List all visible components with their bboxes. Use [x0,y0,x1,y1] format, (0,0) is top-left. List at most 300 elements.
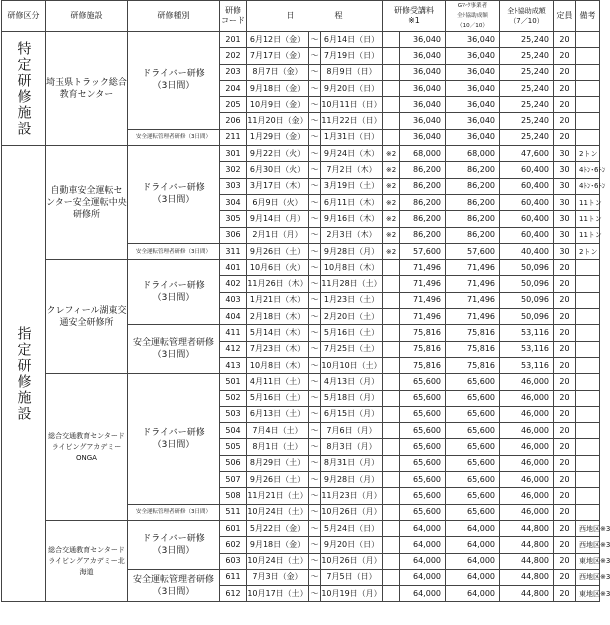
cell-mark [383,390,400,406]
cell-tilde: ～ [309,325,321,341]
header-course-type: 研修種別 [128,1,220,32]
cell-subsidy: 25,240 [500,97,554,113]
cell-code: 511 [220,504,247,520]
cell-tilde: ～ [309,423,321,439]
cell-code: 504 [220,423,247,439]
cell-end-date: 3月19日（土） [321,178,383,194]
cell-tilde: ～ [309,374,321,390]
cell-text: 安全運転管理者研修 [132,574,214,585]
cell-code: 402 [220,276,247,292]
cell-tilde: ～ [309,488,321,504]
cell-start-date: 8月29日（土） [247,455,309,471]
cell-gmark-subsidy: 64,000 [446,586,500,602]
cell-tilde: ～ [309,504,321,520]
cell-fee: 86,200 [400,211,446,227]
cell-fee: 65,600 [400,504,446,520]
cell-capacity: 20 [554,48,576,64]
cell-tilde: ～ [309,227,321,243]
cell-mark: ※2 [383,162,400,178]
cell-note: 2トン [576,243,600,259]
cell-capacity: 20 [554,341,576,357]
cell-start-date: 2月1日（月） [247,227,309,243]
cell-tilde: ～ [309,439,321,455]
cell-gmark-subsidy: 65,600 [446,455,500,471]
cell-gmark-subsidy: 36,040 [446,80,500,96]
cell-code: 602 [220,537,247,553]
cell-gmark-subsidy: 71,496 [446,276,500,292]
cell-start-date: 5月22日（金） [247,520,309,536]
cell-fee: 75,816 [400,325,446,341]
cell-end-date: 1月31日（日） [321,129,383,145]
cell-subsidy: 50,096 [500,260,554,276]
cell-tilde: ～ [309,357,321,373]
header-notes: 備考 [576,1,600,32]
cell-code: 404 [220,309,247,325]
cell-mark [383,64,400,80]
cell-gmark-subsidy: 86,200 [446,211,500,227]
cell-code: 306 [220,227,247,243]
cell-gmark-subsidy: 64,000 [446,553,500,569]
cell-mark [383,97,400,113]
cell-end-date: 10月10日（土） [321,357,383,373]
cell-text: クレフィール湖東交通安全研修所 [46,305,127,328]
cell-end-date: 7月25日（土） [321,341,383,357]
cell-mark [383,537,400,553]
cell-mark [383,80,400,96]
cell-subsidy: 53,116 [500,357,554,373]
course-driver [128,260,220,325]
cell-capacity: 30 [554,146,576,162]
cell-code: 403 [220,292,247,308]
header-schedule: 日 程 [247,1,383,32]
cell-fee: 36,040 [400,64,446,80]
cell-gmark-subsidy: 64,000 [446,569,500,585]
cell-subsidy: 50,096 [500,292,554,308]
cell-start-date: 7月4日（土） [247,423,309,439]
cell-mark [383,586,400,602]
cell-tilde: ～ [309,211,321,227]
cell-note [576,80,600,96]
course-driver [128,520,220,569]
cell-code: 305 [220,211,247,227]
cell-gmark-subsidy: 36,040 [446,129,500,145]
cell-end-date: 11月23日（月） [321,488,383,504]
cell-gmark-subsidy: 65,600 [446,439,500,455]
cell-fee: 65,600 [400,374,446,390]
cell-fee: 65,600 [400,406,446,422]
cell-mark [383,357,400,373]
cell-tilde: ～ [309,455,321,471]
cell-capacity: 20 [554,553,576,569]
cell-text: ドライバー研修 [142,533,205,544]
cell-subsidy: 46,000 [500,455,554,471]
cell-gmark-subsidy: 71,496 [446,292,500,308]
cell-note: 東地区※3 [576,553,600,569]
cell-fee: 71,496 [400,292,446,308]
cell-end-date: 7月5日（日） [321,569,383,585]
cell-end-date: 7月2日（木） [321,162,383,178]
cell-note [576,48,600,64]
cell-subsidy: 44,800 [500,537,554,553]
table-row [2,374,600,390]
cell-tilde: ～ [309,292,321,308]
cell-subsidy: 60,400 [500,211,554,227]
cell-mark [383,374,400,390]
cell-start-date: 6月30日（火） [247,162,309,178]
cell-code: 507 [220,472,247,488]
cell-tilde: ～ [309,178,321,194]
cell-start-date: 8月1日（土） [247,439,309,455]
cell-subsidy: 44,800 [500,586,554,602]
cell-text: （3日間） [152,195,195,206]
cell-fee: 36,040 [400,48,446,64]
cell-mark [383,113,400,129]
cell-note: 西地区※3 [576,537,600,553]
cell-end-date: 10月26日（月） [321,553,383,569]
facility-saitama [46,32,128,146]
cell-tilde: ～ [309,260,321,276]
cell-end-date: 10月19日（月） [321,586,383,602]
cell-subsidy: 44,800 [500,569,554,585]
cell-code: 211 [220,129,247,145]
cell-tilde: ～ [309,537,321,553]
cell-note [576,129,600,145]
cell-end-date: 11月22日（日） [321,113,383,129]
cell-capacity: 30 [554,162,576,178]
cell-code: 303 [220,178,247,194]
cell-fee: 36,040 [400,32,446,48]
cell-end-date: 7月19日（日） [321,48,383,64]
cell-capacity: 20 [554,325,576,341]
table-row [2,520,600,536]
cell-fee: 86,200 [400,194,446,210]
cell-mark [383,129,400,145]
cell-text: （3日間） [152,586,195,597]
cell-note [576,472,600,488]
table-row [2,32,600,48]
cell-fee: 36,040 [400,113,446,129]
cell-code: 203 [220,64,247,80]
cell-capacity: 20 [554,129,576,145]
cell-capacity: 20 [554,520,576,536]
cell-fee: 71,496 [400,276,446,292]
cell-note [576,374,600,390]
cell-capacity: 30 [554,178,576,194]
cell-capacity: 20 [554,488,576,504]
cell-tilde: ～ [309,97,321,113]
cell-start-date: 10月24日（土） [247,504,309,520]
cell-tilde: ～ [309,243,321,259]
cell-start-date: 9月26日（土） [247,243,309,259]
cell-code: 206 [220,113,247,129]
course-manager [128,569,220,602]
cell-start-date: 11月26日（木） [247,276,309,292]
cell-subsidy: 25,240 [500,129,554,145]
cell-gmark-subsidy: 65,600 [446,472,500,488]
cell-note: 2トン [576,146,600,162]
cell-text: （3日間） [152,545,195,556]
cell-end-date: 9月28日（月） [321,472,383,488]
cell-end-date: 6月15日（月） [321,406,383,422]
cell-code: 202 [220,48,247,64]
cell-end-date: 5月16日（土） [321,325,383,341]
cell-tilde: ～ [309,162,321,178]
cell-capacity: 20 [554,80,576,96]
cell-code: 302 [220,162,247,178]
cell-note [576,325,600,341]
course-manager-short [128,504,220,520]
cell-end-date: 4月13日（月） [321,374,383,390]
cell-code: 503 [220,406,247,422]
cell-end-date: 10月11日（日） [321,97,383,113]
cell-gmark-subsidy: 65,600 [446,406,500,422]
cell-mark [383,439,400,455]
cell-start-date: 6月12日（金） [247,32,309,48]
cell-capacity: 20 [554,569,576,585]
cell-capacity: 20 [554,374,576,390]
cell-fee: 57,600 [400,243,446,259]
cell-end-date: 9月24日（木） [321,146,383,162]
cell-text: ドライバー研修 [142,69,205,80]
category-label: 特定研修施設 [15,40,32,137]
cell-start-date: 2月18日（木） [247,309,309,325]
cell-fee: 75,816 [400,357,446,373]
cell-note: 西地区※3 [576,569,600,585]
cell-start-date: 9月14日（月） [247,211,309,227]
cell-note [576,423,600,439]
cell-note: 11トン [576,194,600,210]
cell-gmark-subsidy: 68,000 [446,146,500,162]
cell-fee: 65,600 [400,455,446,471]
cell-mark [383,569,400,585]
cell-fee: 65,600 [400,488,446,504]
cell-tilde: ～ [309,586,321,602]
cell-gmark-subsidy: 71,496 [446,260,500,276]
cell-subsidy: 25,240 [500,32,554,48]
cell-mark [383,520,400,536]
cell-capacity: 20 [554,472,576,488]
cell-capacity: 30 [554,243,576,259]
cell-end-date: 8月9日（日） [321,64,383,80]
cell-capacity: 30 [554,194,576,210]
cell-subsidy: 44,800 [500,553,554,569]
cell-gmark-subsidy: 71,496 [446,309,500,325]
cell-text: ドライバー研修 [142,427,205,438]
cell-gmark-subsidy: 65,600 [446,374,500,390]
cell-subsidy: 50,096 [500,276,554,292]
cell-code: 501 [220,374,247,390]
cell-capacity: 20 [554,504,576,520]
cell-capacity: 20 [554,260,576,276]
cell-gmark-subsidy: 65,600 [446,390,500,406]
cell-start-date: 5月16日（土） [247,390,309,406]
cell-subsidy: 53,116 [500,341,554,357]
header-code: 研修 コード [220,1,247,32]
cell-text: 自動車安全運転センター安全運転中央研修所 [46,185,127,220]
facility-kasumi [46,260,128,374]
cell-fee: 64,000 [400,537,446,553]
cell-start-date: 9月18日（金） [247,537,309,553]
cell-tilde: ～ [309,129,321,145]
cell-capacity: 30 [554,211,576,227]
cell-capacity: 20 [554,586,576,602]
cell-fee: 86,200 [400,178,446,194]
cell-code: 304 [220,194,247,210]
cell-start-date: 6月13日（土） [247,406,309,422]
cell-subsidy: 60,400 [500,227,554,243]
cell-code: 611 [220,569,247,585]
cell-gmark-subsidy: 36,040 [446,48,500,64]
cell-start-date: 7月3日（金） [247,569,309,585]
cell-text: ドライバー研修 [142,281,205,292]
cell-capacity: 20 [554,113,576,129]
cell-start-date: 1月21日（木） [247,292,309,308]
cell-gmark-subsidy: 75,816 [446,357,500,373]
cell-end-date: 6月11日（木） [321,194,383,210]
cell-fee: 36,040 [400,80,446,96]
cell-fee: 65,600 [400,439,446,455]
cell-subsidy: 46,000 [500,374,554,390]
course-driver [128,374,220,504]
cell-text: 安全運転管理者研修（3日間） [135,248,211,255]
cell-start-date: 7月23日（木） [247,341,309,357]
cell-capacity: 20 [554,537,576,553]
cell-start-date: 5月14日（木） [247,325,309,341]
cell-subsidy: 47,600 [500,146,554,162]
facility-onga [46,374,128,521]
cell-capacity: 20 [554,64,576,80]
cell-end-date: 2月3日（木） [321,227,383,243]
course-driver [128,32,220,130]
cell-note [576,341,600,357]
cell-subsidy: 44,800 [500,520,554,536]
cell-gmark-subsidy: 75,816 [446,341,500,357]
cell-tilde: ～ [309,32,321,48]
cell-note: 4ﾄﾝ･6ﾄﾝ [576,178,600,194]
cell-gmark-subsidy: 65,600 [446,488,500,504]
cell-subsidy: 25,240 [500,113,554,129]
cell-code: 412 [220,341,247,357]
cell-tilde: ～ [309,520,321,536]
cell-subsidy: 25,240 [500,48,554,64]
cell-text: ドライバー研修 [142,183,205,194]
category-label: 指定研修施設 [15,325,32,422]
table-row [2,260,600,276]
cell-gmark-subsidy: 64,000 [446,520,500,536]
cell-fee: 65,600 [400,423,446,439]
cell-note [576,64,600,80]
cell-end-date: 9月20日（日） [321,537,383,553]
cell-start-date: 9月26日（土） [247,472,309,488]
cell-tilde: ～ [309,309,321,325]
cell-gmark-subsidy: 75,816 [446,325,500,341]
cell-code: 301 [220,146,247,162]
cell-code: 204 [220,80,247,96]
cell-tilde: ～ [309,80,321,96]
cell-note [576,357,600,373]
cell-mark [383,276,400,292]
table-row [2,146,600,162]
cell-tilde: ～ [309,48,321,64]
cell-tilde: ～ [309,553,321,569]
cell-gmark-subsidy: 65,600 [446,504,500,520]
cell-tilde: ～ [309,113,321,129]
cell-note [576,504,600,520]
cell-start-date: 10月9日（金） [247,97,309,113]
cell-note [576,309,600,325]
cell-note [576,390,600,406]
cell-start-date: 6月9日（火） [247,194,309,210]
cell-code: 411 [220,325,247,341]
cell-mark [383,48,400,64]
cell-capacity: 20 [554,32,576,48]
training-schedule-table [1,0,610,602]
cell-tilde: ～ [309,146,321,162]
cell-fee: 36,040 [400,97,446,113]
cell-fee: 86,200 [400,162,446,178]
cell-mark: ※2 [383,227,400,243]
cell-end-date: 8月3日（月） [321,439,383,455]
course-driver [128,146,220,244]
cell-subsidy: 46,000 [500,504,554,520]
cell-text: 総合交通教育センタードライビングアカデミー北海道 [48,545,125,576]
cell-subsidy: 60,400 [500,178,554,194]
cell-end-date: 6月14日（日） [321,32,383,48]
cell-end-date: 2月20日（土） [321,309,383,325]
cell-fee: 75,816 [400,341,446,357]
course-manager [128,325,220,374]
cell-end-date: 9月20日（日） [321,80,383,96]
cell-note [576,455,600,471]
cell-note: 東地区※3 [576,586,600,602]
cell-fee: 64,000 [400,520,446,536]
cell-start-date: 4月11日（土） [247,374,309,390]
cell-start-date: 11月21日（土） [247,488,309,504]
header-gmark-subsidy: Gﾏｰｸ事業者 全ﾄ協助成額 （10／10） [446,1,500,32]
cell-mark [383,32,400,48]
cell-capacity: 20 [554,276,576,292]
cell-capacity: 20 [554,97,576,113]
cell-gmark-subsidy: 65,600 [446,423,500,439]
cell-text: （3日間） [152,81,195,92]
cell-fee: 64,000 [400,553,446,569]
cell-mark [383,406,400,422]
category-shitei [2,146,46,602]
cell-capacity: 30 [554,227,576,243]
cell-start-date: 7月17日（金） [247,48,309,64]
cell-start-date: 3月17日（木） [247,178,309,194]
cell-mark [383,260,400,276]
cell-gmark-subsidy: 86,200 [446,227,500,243]
cell-text: （3日間） [152,439,195,450]
cell-gmark-subsidy: 36,040 [446,64,500,80]
cell-note [576,488,600,504]
cell-subsidy: 60,400 [500,162,554,178]
table-header-row [2,1,600,32]
cell-note [576,406,600,422]
cell-text: 安全運転管理者研修 [132,338,214,349]
cell-subsidy: 46,000 [500,406,554,422]
cell-note [576,276,600,292]
cell-text: 総合交通教育センタードライビングアカデミーONGA [48,431,125,462]
cell-text: （3日間） [152,293,195,304]
cell-end-date: 10月8日（木） [321,260,383,276]
facility-hokkaido [46,520,128,601]
cell-gmark-subsidy: 86,200 [446,178,500,194]
cell-code: 505 [220,439,247,455]
cell-fee: 68,000 [400,146,446,162]
cell-mark: ※2 [383,194,400,210]
